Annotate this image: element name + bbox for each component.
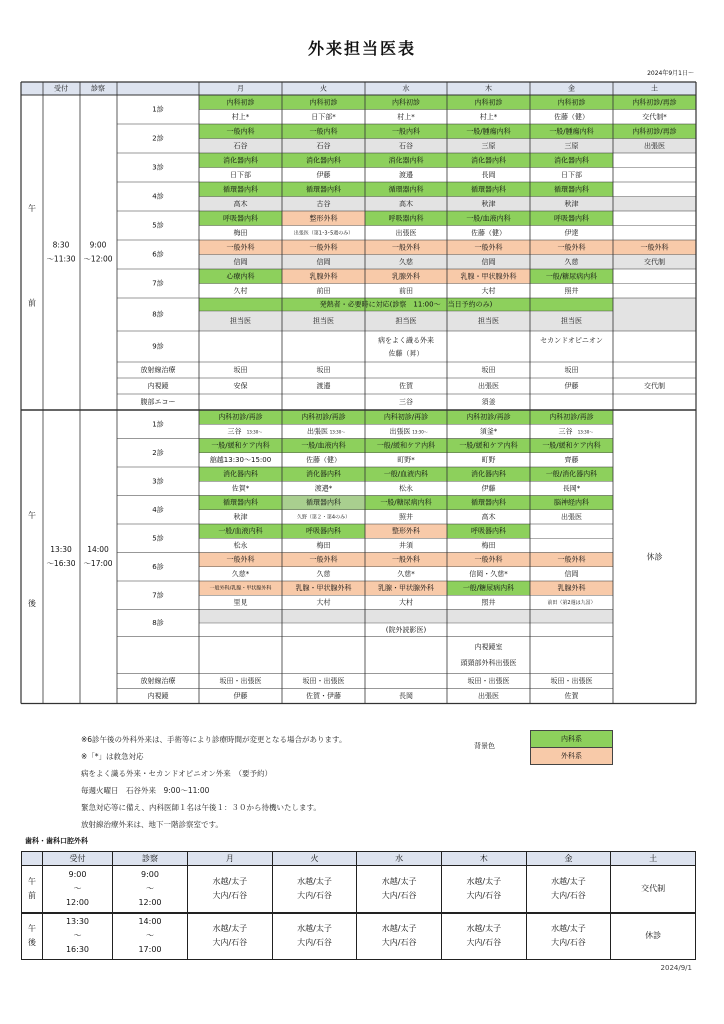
dept-text: 循環器内科 [306,185,341,194]
dept-text: 心療内科 [226,272,255,281]
doctor-text: 担当医 [478,317,499,325]
doctor-text: 渡邉 [316,382,331,390]
doctor-text: 井須 [399,541,413,550]
header-consult: 診察 [91,84,105,93]
doctor-text: 町野* [397,455,415,464]
doctor-text: 長岡 [481,170,496,179]
doctor-text: 頭頸部外科出張医 [460,659,517,668]
doctor-text: 坂田・出張医 [467,677,510,685]
period-label: 午 [28,203,36,213]
room-label: 7診 [152,279,164,288]
doctor-text: 町野 [481,455,496,464]
header-day: 木 [485,84,492,93]
header-day: 火 [320,84,327,93]
dept-text: 呼吸器内科 [554,214,589,223]
dental-cell: 交代制 [611,866,696,913]
cell-bg [613,298,696,331]
doctor-text: 交代制 [644,257,665,266]
consult-time: 14:00 [87,544,109,554]
dept-text: 一般/糖尿病内科 [545,272,598,281]
doctor-text: 久野（第２・第4のみ） [296,514,351,521]
dental-header-cell [22,852,43,866]
dental-header-cell: 火 [272,852,357,866]
doctor-text: 出張医 [389,427,411,436]
period-label: 前 [28,298,36,308]
dental-cell: 水越/太子 大内/石谷 [188,913,273,960]
dental-header-cell: 金 [526,852,611,866]
note-line: ※6診午後の外科外来は、手術等により診療時間が変更となる場合があります。 [81,735,347,744]
doctor-text: 前田 [399,286,413,295]
dept-text: 一般/糖尿病内科 [462,584,515,593]
doctor-text: 高木 [233,199,248,208]
room-label: 5診 [152,221,164,230]
cell-bg [199,610,613,624]
dept-text: 一般内科 [309,127,338,136]
doctor-text: 久村 [233,286,248,295]
dental-cell: 水越/太子 大内/石谷 [188,866,273,913]
header-reception: 受付 [54,84,68,93]
doctor-text: 三谷 [399,398,413,406]
doctor-text: 大村 [399,598,413,607]
dept-text: 一般/緩和ケア内科 [542,441,601,450]
dept-text: 乳腺外科 [557,584,586,593]
doctor-text: 日下部* [311,112,336,121]
dept-text: 内科初診/再診 [383,413,429,422]
doctor-text: 大村 [316,598,331,607]
room-label: 2診 [152,134,164,143]
room-label: 3診 [152,477,164,486]
dept-text: 循環器内科 [306,498,341,507]
dept-text: 一般/腫瘍内科 [466,127,511,136]
doctor-text: 出張医 [307,427,328,436]
doctor-text: 古谷 [316,199,331,208]
doctor-text: 三谷 [558,427,573,436]
doctor-text: 渡邉* [314,484,333,493]
doctor-text: 三原 [481,141,496,150]
dept-text: 乳腺・甲状腺外科 [460,272,517,281]
dental-cell: 水越/太子 大内/石谷 [357,866,442,913]
page-title: 外来担当医表 [307,39,416,58]
note-line: ※「*」は救急対応 [81,752,144,761]
doctor-text: 坂田・出張医 [302,677,345,685]
reception-time: ～16:30 [46,558,76,568]
dental-cell: 水越/太子 大内/石谷 [272,866,357,913]
doctor-text: 松永 [233,541,248,550]
doctor-text: 前田 [316,286,331,295]
dept-text: 消化器内科 [471,470,506,479]
doctor-text: 安保 [233,382,248,390]
footer-date: 2024/9/1 [660,964,692,972]
doctor-text: 須釜* [479,427,498,436]
doctor-text: 梅田 [233,228,248,237]
legend-label: 背景色 [474,742,495,750]
dept-text: 一般外科 [474,555,503,564]
dept-text: 消化器内科 [223,470,258,479]
doctor-text: 佐藤（健） [554,112,589,121]
doctor-text: 久慈* [397,569,415,578]
doctor-text: 伊藤 [316,170,331,179]
dept-text: 一般/血液内科 [466,214,511,223]
doctor-text: 担当医 [313,317,334,325]
doctor-text: 佐藤（昇） [388,349,424,358]
dept-text: 呼吸器内科 [223,214,258,223]
dept-text: 乳腺外科 [309,272,338,281]
doctor-text: 松永 [399,484,413,493]
room-label: 放射線治療 [140,366,176,374]
doctor-text: 交代制 [644,382,665,390]
dept-text: 内科初診 [557,98,586,107]
notes [81,731,346,833]
doctor-text: 出張医 [644,141,665,150]
dept-text: 一般/緩和ケア内科 [211,441,270,450]
dept-text: 一般/血液内科 [383,470,429,479]
dept-text: 一般外科 [309,555,338,564]
doctor-text: 舘越13:30～15:00 [209,455,272,464]
doctor-text: 日下部 [230,170,251,179]
dept-text: 一般外科 [392,243,420,252]
dental-cell: 水越/太子 大内/石谷 [272,913,357,960]
dept-text: 消化器内科 [306,156,341,165]
dept-text: 一般/緩和ケア内科 [459,441,518,450]
doctor-text: 前田（第2週は九冨） [547,599,596,606]
doctor-text: 伊藤 [233,692,248,700]
doctor-text: 梅田 [481,541,496,550]
doctor-text: 信岡 [233,257,248,266]
dept-text: 内科初診/再診 [549,413,594,422]
consult-time: 9:00 [89,240,107,250]
doctor-text: 伊藤 [564,382,579,390]
dental-header-cell: 木 [441,852,526,866]
dept-text: 呼吸器内科 [471,527,506,536]
dental-header-cell: 診察 [113,852,188,866]
doctor-text: 信岡 [316,257,331,266]
consult-time: ～17:00 [83,558,113,568]
note-line: 病をよく識る外来・セカンドオピニオン外来 （要予約） [81,769,273,778]
room-label: 1診 [152,105,164,114]
note-line: 毎週火曜日 石谷外来 9:00～11:00 [81,786,210,795]
dept-text: 循環器内科 [223,185,258,194]
header-bg [21,82,696,95]
doctor-text: 秋津 [233,512,248,521]
dept-text: 循環器内科 [388,185,424,194]
dept-text: 内科初診 [226,98,255,107]
doctor-text: 三谷 [227,427,242,436]
doctor-text: 伊達 [564,228,579,237]
doctor-text: 日下部 [561,170,582,179]
doctor-text: 信岡・久慈* [469,569,508,578]
doctor-text: 石谷 [233,141,248,150]
dental-cell: 水越/太子 大内/石谷 [441,866,526,913]
doctor-text: 高木 [399,199,413,208]
doctor-text: 久慈 [316,569,331,578]
effective-date: 2024年9月1日～ [647,70,694,77]
doctor-text: 須釜 [481,398,496,406]
dental-cell: 水越/太子 大内/石谷 [441,913,526,960]
dept-text: 整形外科 [392,527,420,536]
dept-text: 一般外科 [474,243,503,252]
dept-text: 内科初診 [392,98,420,107]
note-line: 緊急対応等に備え、内科医師１名は午後１：３０から待機いたします。 [81,803,321,812]
doctor-text: 長岡 [399,692,413,700]
dental-table [21,851,696,960]
room-label: 1診 [152,420,164,429]
dental-am-label: 午 前 [22,866,43,913]
period-label: 午 [28,511,36,521]
dept-text: 消化器内科 [306,470,341,479]
doctor-text: 渡邉 [399,170,413,179]
dental-am-reception: 9:00 ～ 12:00 [43,866,113,913]
header-day: 水 [402,84,410,93]
time-note: 13:30～ [412,429,428,435]
dept-text: 内科初診/再診 [301,413,346,422]
dept-text: 循環器内科 [471,498,506,507]
doctor-text: 坂田 [481,366,496,374]
doctor-text: 担当医 [561,317,582,325]
doctor-text: 照井 [399,512,413,521]
dental-pm-consult: 14:00 ～ 17:00 [113,913,188,960]
room-label: 内視鏡 [147,382,169,390]
dept-text: 病をよく識る外来 [378,336,434,345]
dept-text: 一般/糖尿病内科 [380,498,432,507]
doctor-text: 佐賀・伊藤 [306,692,341,700]
doctor-text: 担当医 [395,317,417,325]
doctor-text: 伊藤 [481,484,496,493]
dept-text: 呼吸器内科 [388,214,424,223]
dept-text: 一般外科 [640,243,669,252]
dept-text: 一般/腫瘍内科 [549,127,594,136]
dept-text: 脳神経内科 [554,498,589,507]
closed-text: 休診 [646,552,663,562]
room-label: 放射線治療 [140,677,176,685]
dental-header-cell: 受付 [43,852,113,866]
doctor-text: 出張医（第1･3･5週のみ） [293,230,354,237]
doctor-text: 佐藤（健） [471,228,506,237]
doctor-text: 坂田・出張医 [219,677,262,685]
doctor-text: 坂田 [564,366,579,374]
doctor-text: 秋津 [481,199,496,208]
room-label: 3診 [152,163,164,172]
doctor-text: 坂田 [233,366,248,374]
room-label: 6診 [152,562,164,571]
doctor-text: 出張医 [478,692,499,700]
doctor-text: 高木 [481,512,496,521]
dental-pm-row [22,913,696,960]
doctor-text: 村上* [479,112,498,121]
dental-header-cell: 土 [611,852,696,866]
doctor-text: 齊藤 [564,455,579,464]
dental-header-cell: 月 [188,852,273,866]
room-label: 7診 [152,591,164,600]
dept-text: 消化器内科 [388,156,424,165]
dept-text: 内科初診/再診 [632,127,677,136]
dept-text: 循環器内科 [554,185,589,194]
dental-pm-label: 午 後 [22,913,43,960]
dept-text: 一般/消化器内科 [545,470,598,479]
doctor-text: 石谷 [316,141,331,150]
doctor-text: 村上* [231,112,250,121]
doctor-text: 佐藤（健） [306,455,341,464]
time-note: 13:30～ [329,429,346,435]
dental-cell: 水越/太子 大内/石谷 [526,913,611,960]
doctor-text: 照井 [564,286,579,295]
doctor-text: 照井 [481,598,496,607]
dept-text: 内科初診/再診 [466,413,511,422]
dept-text: 消化器内科 [554,156,589,165]
doctor-text: 里見 [233,598,248,607]
doctor-text: (院外読影医) [385,625,427,634]
period-label: 後 [28,599,36,609]
legend-internal: 内科系 [531,731,613,748]
room-label: 8診 [152,310,164,319]
dental-am-consult: 9:00 ～ 12:00 [113,866,188,913]
time-note: 13:30～ [246,429,263,435]
doctor-text: 村上* [397,112,415,121]
dept-text: 乳腺・甲状腺外科 [295,584,352,593]
dept-text: セカンドオピニオン [540,336,603,345]
dental-title: 歯科・歯科口腔外科 [25,837,88,845]
room-label: 内視鏡 [147,692,169,700]
dept-text: 乳腺外科 [392,272,420,281]
dept-text: 循環器内科 [223,498,258,507]
dept-text: 一般外科 [309,243,338,252]
doctor-text: 秋津 [564,199,579,208]
room-label: 腹部エコー [140,398,176,406]
dept-text: 一般外科 [557,555,586,564]
doctor-text: 佐賀* [231,484,250,493]
time-note: 13:30～ [577,429,594,435]
banner-text: 発熱者・必要時に対応(診察 11:00～ 当日予約のみ) [319,300,493,309]
dept-text: 内科初診/再診 [632,98,677,107]
note-line: 放射線治療外来は、地下一階診察室です。 [81,820,223,829]
doctor-text: 梅田 [316,541,331,550]
dept-text: 内科初診 [474,98,503,107]
dept-text: 内科初診 [309,98,338,107]
dental-header-cell: 水 [357,852,442,866]
doctor-text: 出張医 [561,512,582,521]
dept-text: 整形外科 [309,214,338,223]
room-label: 6診 [152,250,164,259]
cell-bg [613,197,696,212]
consult-time: ～12:00 [83,254,113,264]
dept-text: 一般内科 [226,127,255,136]
doctor-text: 佐賀 [399,382,413,390]
doctor-text: 長岡* [562,484,581,493]
doctor-text: 信岡 [564,569,579,578]
dental-cell: 休診 [611,913,696,960]
dept-text: 乳腺・甲状腺外科 [378,584,434,593]
dept-text: 呼吸器内科 [306,527,341,536]
dental-header-row [22,852,696,866]
legend-surgery: 外科系 [531,748,613,765]
doctor-text: 信岡 [481,257,496,266]
doctor-text: 坂田 [316,366,331,374]
dental-am-row [22,866,696,913]
doctor-text: 交代制* [642,112,667,121]
color-legend [530,730,613,765]
dept-text: 内視鏡室 [474,642,503,651]
dept-text: 循環器内科 [471,185,506,194]
doctor-text: 久慈 [564,257,579,266]
dept-text: 一般外科 [226,555,255,564]
dept-text: 一般/血液内科 [218,527,263,536]
doctor-text: 三原 [564,141,579,150]
header-day: 月 [237,84,244,93]
dept-text: 一般外科 [557,243,586,252]
reception-time: 13:30 [50,544,72,554]
dept-text: 一般/血液内科 [301,441,346,450]
room-label: 5診 [152,534,164,543]
dept-text: 一般/緩和ケア内科 [376,441,436,450]
reception-time: ～11:30 [46,254,76,264]
dental-cell: 水越/太子 大内/石谷 [526,866,611,913]
dept-text: 一般外科/乳腺・甲状腺外科 [209,585,272,592]
dept-text: 一般外科 [392,555,420,564]
doctor-text: 担当医 [230,317,251,325]
doctor-text: 出張医 [478,382,499,390]
doctor-text: 石谷 [399,141,413,150]
room-label: 2診 [152,448,164,457]
room-label: 8診 [152,619,164,627]
dept-text: 内科初診/再診 [218,413,263,422]
dept-text: 消化器内科 [471,156,506,165]
dept-text: 一般外科 [226,243,255,252]
doctor-text: 出張医 [395,228,417,237]
doctor-text: 佐賀 [564,692,579,700]
doctor-text: 大村 [481,286,496,295]
header-day: 土 [651,84,658,93]
doctor-text: 坂田・出張医 [550,677,593,685]
dept-text: 消化器内科 [223,156,258,165]
reception-time: 8:30 [52,240,70,250]
room-label: 9診 [152,342,164,351]
room-label: 4診 [152,192,164,201]
header-day: 金 [568,84,575,93]
dental-pm-reception: 13:30 ～ 16:30 [43,913,113,960]
room-label: 4診 [152,505,164,514]
doctor-text: 久慈 [399,257,413,266]
dept-text: 一般内科 [392,127,420,136]
dental-cell: 水越/太子 大内/石谷 [357,913,442,960]
doctor-text: 久慈* [231,569,250,578]
